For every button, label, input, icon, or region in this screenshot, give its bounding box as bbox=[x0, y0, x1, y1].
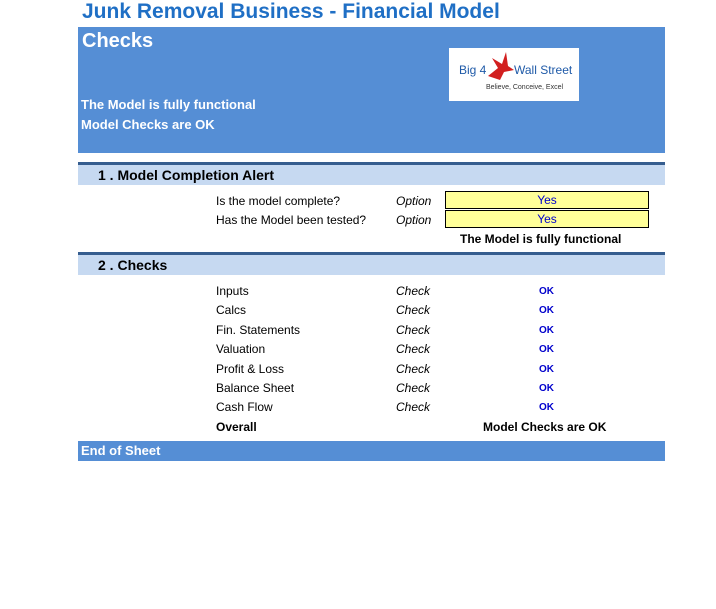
check-type: Check bbox=[396, 323, 431, 337]
eagle-logo-icon bbox=[486, 50, 516, 82]
sheet-title: Junk Removal Business - Financial Model bbox=[82, 0, 500, 23]
check-status: OK bbox=[539, 305, 554, 316]
completion-result: The Model is fully functional bbox=[460, 232, 622, 246]
question-complete: Is the model complete? bbox=[216, 194, 341, 208]
status-checks: Model Checks are OK bbox=[81, 117, 215, 132]
end-of-sheet: End of Sheet bbox=[81, 443, 161, 458]
option-label: Option bbox=[396, 194, 432, 208]
check-name: Profit & Loss bbox=[216, 362, 285, 376]
check-type: Check bbox=[396, 303, 431, 317]
check-status: OK bbox=[539, 344, 554, 355]
logo-text-right: Wall Street bbox=[514, 63, 573, 77]
check-status: OK bbox=[539, 286, 554, 297]
question-tested: Has the Model been tested? bbox=[216, 213, 367, 227]
check-type: Check bbox=[396, 381, 431, 395]
check-status: OK bbox=[539, 383, 554, 394]
check-status: OK bbox=[539, 325, 554, 336]
check-name: Valuation bbox=[216, 342, 266, 356]
tested-input[interactable]: Yes bbox=[445, 210, 649, 228]
check-name: Calcs bbox=[216, 303, 247, 317]
overall-value: Model Checks are OK bbox=[483, 420, 607, 434]
page-heading: Checks bbox=[82, 30, 154, 52]
check-name: Inputs bbox=[216, 284, 249, 298]
check-status: OK bbox=[539, 364, 554, 375]
footer-band bbox=[78, 441, 665, 461]
section-2-title: 2 . Checks bbox=[98, 257, 168, 273]
check-type: Check bbox=[396, 342, 431, 356]
check-name: Fin. Statements bbox=[216, 323, 301, 337]
check-status: OK bbox=[539, 402, 554, 413]
check-type: Check bbox=[396, 400, 431, 414]
check-name: Balance Sheet bbox=[216, 381, 295, 395]
complete-input[interactable]: Yes bbox=[445, 191, 649, 209]
logo-tagline: Believe, Conceive, Excel bbox=[486, 84, 564, 91]
section-1-title: 1 . Model Completion Alert bbox=[98, 167, 275, 183]
option-label: Option bbox=[396, 213, 432, 227]
overall-label: Overall bbox=[216, 420, 257, 434]
check-name: Cash Flow bbox=[216, 400, 273, 414]
check-type: Check bbox=[396, 284, 431, 298]
logo-text-left: Big 4 bbox=[459, 63, 487, 77]
status-functional: The Model is fully functional bbox=[81, 97, 256, 112]
check-type: Check bbox=[396, 362, 431, 376]
